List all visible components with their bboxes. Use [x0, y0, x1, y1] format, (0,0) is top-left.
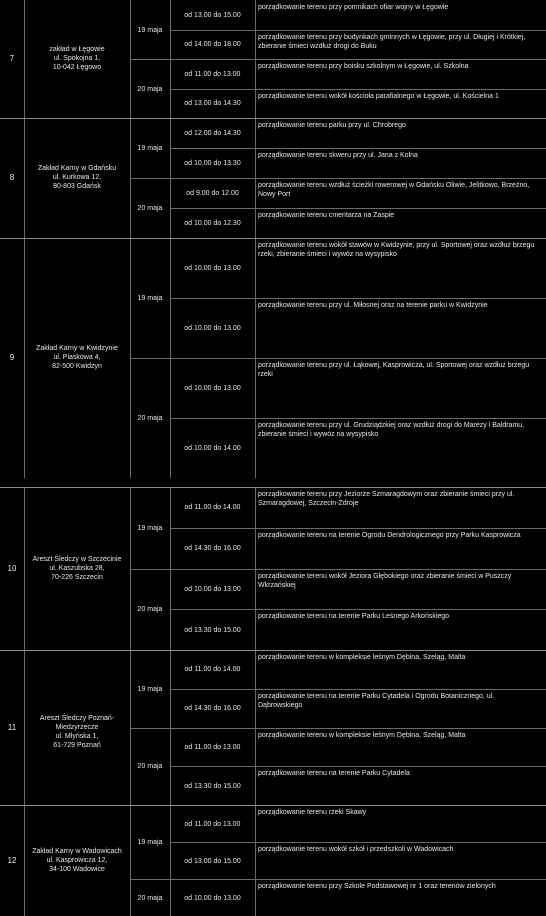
time-cell: od 10.00 do 14.00 — [184, 445, 241, 452]
description-cell: porządkowanie terenu w kompleksie leśnym Dębina, Szeląg, Malta — [258, 731, 466, 739]
institution-cell: Zakład Karny w Gdańsku ul. Kurkowa 12, 80-803 Gdańsk — [37, 165, 117, 190]
description-cell: porządkowanie terenu przy Szkole Podstawowej nr 1 oraz terenów zielonych — [258, 883, 496, 890]
date-cell: 20 maja — [137, 894, 163, 902]
block-separator — [0, 805, 546, 806]
description-cell: porządkowanie terenu wokół szkół i przedszkoli w Wadowicach — [258, 846, 454, 853]
time-cell: od 10.00 do 13.00 — [184, 265, 241, 272]
time-cell: od 12.00 do 14.30 — [184, 130, 241, 137]
row-divider — [170, 298, 546, 299]
time-cell: od 13.00 do 15.00 — [184, 11, 241, 19]
block-separator — [0, 487, 546, 488]
time-cell: od 14.30 do 16.00 — [184, 705, 241, 713]
time-cell: od 10.00 do 13.30 — [184, 160, 241, 167]
date-cell: 20 maja — [137, 415, 163, 422]
block-separator — [0, 118, 546, 119]
date-cell: 19 maja — [137, 685, 163, 693]
row-divider — [170, 609, 546, 610]
date-cell: 19 maja — [137, 524, 163, 532]
date-cell: 19 maja — [137, 145, 163, 152]
description-cell: porządkowanie terenu przy pomnikach ofiar wojny w Łęgowie — [258, 4, 449, 11]
description-cell: porządkowanie terenu parku przy ul. Chrobrego — [258, 122, 406, 129]
description-cell: porządkowanie terenu skweru przy ul. Jana z Kolna — [258, 152, 418, 159]
date-cell: 20 maja — [137, 85, 163, 93]
time-cell: od 13.00 do 14.30 — [184, 100, 241, 108]
description-cell: porządkowanie terenu wzdłuż ścieżki rowerowej w Gdańsku Oliwie, Jelitkowo, Brzeźno, Nowy Port — [258, 182, 530, 198]
description-cell: porządkowanie terenu na terenie Parku Cytadela — [258, 770, 410, 778]
date-divider — [130, 59, 546, 60]
institution-cell: Areszt Śledczy w Szczecinie ul. Kaszubska 28, 70-226 Szczecin — [32, 555, 122, 581]
time-cell: od 10.00 do 13.00 — [184, 325, 241, 332]
row-divider — [170, 30, 546, 31]
time-cell: od 13.30 do 15.00 — [184, 782, 241, 790]
time-cell: od 13.30 do 15.00 — [184, 626, 241, 634]
description-cell: porządkowanie terenu przy boisku szkolnym w Łęgowie, ul. Szkolna — [258, 63, 469, 70]
description-cell: porządkowanie terenu cmentarza na Zaspie — [258, 212, 395, 219]
row-divider — [170, 842, 546, 843]
table-block — [0, 0, 546, 118]
column-divider — [255, 805, 256, 916]
date-cell: 20 maja — [137, 763, 163, 771]
date-divider — [130, 728, 546, 729]
row-divider — [170, 528, 546, 529]
block-separator — [0, 238, 546, 239]
date-cell: 20 maja — [137, 606, 163, 614]
description-cell: porządkowanie terenu przy ul. Miłosnej oraz na terenie parku w Kwidzynie — [258, 302, 488, 309]
table-block — [0, 650, 546, 805]
row-number: 9 — [9, 353, 15, 362]
date-divider — [130, 358, 546, 359]
description-cell: porządkowanie terenu przy budynkach gminnych w Łęgowie, przy ul. Długiej i Krótkiej, zbieranie śmieci wzdłuż drogi do Buku — [258, 33, 526, 50]
description-cell: porządkowanie terenu w kompleksie leśnym Dębina, Szeląg, Malta — [258, 654, 466, 661]
date-cell: 19 maja — [137, 839, 163, 846]
table-block — [0, 118, 546, 238]
description-cell: porządkowanie terenu na terenie Parku Leśnego Arkońskiego — [258, 613, 450, 621]
time-cell: od 11.00 do 13.00 — [184, 743, 241, 751]
description-cell: porządkowanie terenu przy ul. Grudziądzkiej oraz wzdłuż drogi do Marezy i Baldramu, zbieranie śmieci i wywóz na wysypisko — [258, 422, 525, 438]
row-divider — [170, 418, 546, 419]
table-block — [0, 487, 546, 650]
row-number: 12 — [7, 855, 17, 865]
time-cell: od 11.00 do 13.00 — [184, 820, 241, 828]
description-cell: porządkowanie terenu na terenie Parku Cytadela i Ogrodu Botanicznego, ul. Dąbrowskiego — [258, 692, 495, 709]
table-block — [0, 238, 546, 478]
block-separator — [0, 650, 546, 651]
row-divider — [170, 689, 546, 690]
description-cell: porządkowanie terenu rzeki Skawy — [258, 809, 367, 816]
table-block — [0, 805, 546, 916]
time-cell: od 10.00 do 13.00 — [184, 385, 241, 392]
time-cell: od 14.00 do 18.00 — [184, 41, 241, 49]
date-cell: 20 maja — [137, 205, 163, 212]
time-cell: od 11.00 do 14.00 — [184, 504, 241, 512]
description-cell: porządkowanie terenu przy ul. Łąkowej, Kasprowicza, ul. Sportowej oraz wzdłuż brzegu rzeki — [258, 362, 530, 378]
row-number: 10 — [7, 563, 17, 573]
date-divider — [130, 569, 546, 570]
row-number: 8 — [9, 173, 15, 182]
row-divider — [170, 148, 546, 149]
institution-cell: Zakład Karny w Kwidzynie ul. Piaskowa 4, 82-500 Kwidzyn — [36, 345, 118, 370]
time-cell: od 10.00 do 12.30 — [184, 220, 241, 227]
row-number: 11 — [7, 722, 17, 732]
date-cell: 19 maja — [137, 295, 163, 302]
institution-cell: Zakład Karny w Wadowicach ul. Kasprowicza 12, 34-100 Wadowice — [32, 847, 122, 873]
time-cell: od 10.00 do 13.00 — [184, 894, 241, 902]
time-cell: od 9.00 do 12.00 — [186, 190, 239, 197]
row-divider — [170, 208, 546, 209]
row-divider — [170, 89, 546, 90]
time-cell: od 11.00 do 13.00 — [184, 70, 241, 78]
date-divider — [130, 879, 546, 880]
time-cell: od 10.00 do 13.00 — [184, 585, 241, 593]
time-cell: od 14.30 do 16.00 — [184, 545, 241, 553]
date-cell: 19 maja — [137, 26, 163, 34]
time-cell: od 13.00 do 15.00 — [184, 857, 241, 865]
date-divider — [130, 178, 546, 179]
description-cell: porządkowanie terenu wokół stawów w Kwidzynie, przy ul. Sportowej oraz wzdłuż brzegu rzeki, zbieranie śmieci i wywóz na wysypisko — [258, 242, 535, 258]
description-cell: porządkowanie terenu na terenie Ogrodu Dendrologicznego przy Parku Kasprowicza — [258, 531, 521, 539]
row-number: 7 — [9, 54, 15, 63]
description-cell: porządkowanie terenu wokół Jeziora Głębokiego oraz zbieranie śmieci w Puszczy Wkrzańskiej — [258, 572, 512, 589]
institution-cell: Areszt Śledczy Poznań-Miedzyrzecze ul. Młyńska 1, 61-729 Poznań — [39, 714, 115, 749]
description-cell: porządkowanie terenu przy Jeziorze Szmaragdowym oraz zbieranie śmieci przy ul. Szmaragdowej, Szczecin-Zdroje — [258, 491, 515, 507]
description-cell: porządkowanie terenu wokół kościoła parafialnego w Łęgowie, ul. Kościelna 1 — [258, 92, 499, 100]
institution-cell: zakład w Łęgowie ul. Spokojna 1, 10-042 Łęgowo — [49, 46, 105, 71]
row-divider — [170, 766, 546, 767]
time-cell: od 11.00 do 14.00 — [184, 666, 241, 674]
